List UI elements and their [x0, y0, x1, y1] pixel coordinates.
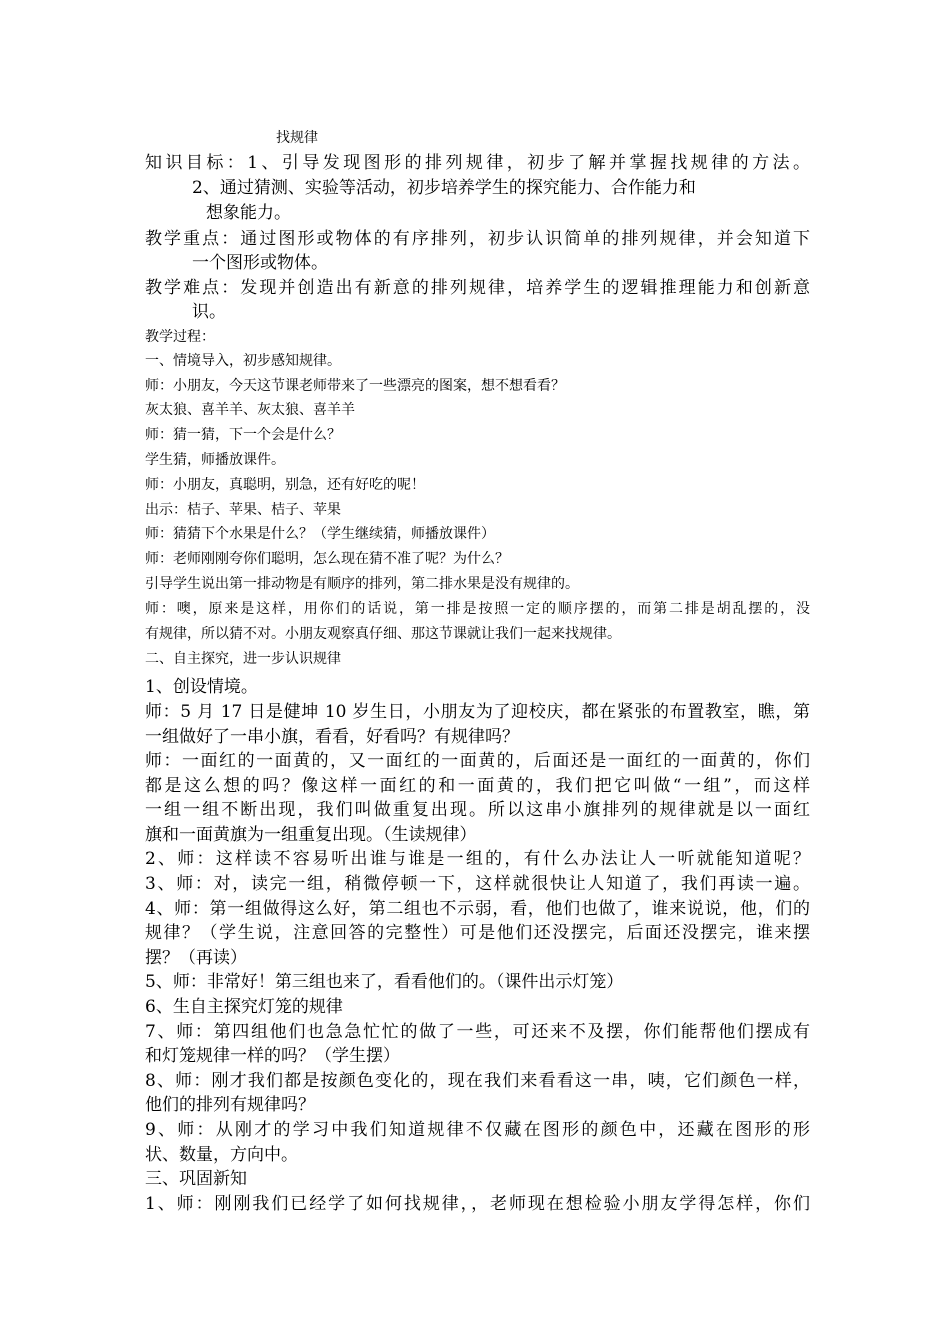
section-3-heading: 三、巩固新知 [145, 1169, 247, 1189]
step-4-cont: 摆？（再读） [145, 948, 247, 968]
paragraph: 出示：桔子、苹果、桔子、苹果 [145, 502, 341, 518]
paragraph-cont: 旗和一面黄旗为一组重复出现。（生读规律） [145, 825, 477, 845]
doc-title: 找规律 [276, 130, 318, 146]
paragraph: 师：老师刚刚夸你们聪明，怎么现在猜不准了呢？为什么？ [145, 551, 509, 567]
difficulty-cont: 识。 [192, 302, 226, 322]
section-2-heading: 二、自主探究，进一步认识规律 [145, 651, 341, 667]
goal-2-cont: 想象能力。 [206, 203, 291, 223]
step-5: 5、师：非常好！第三组也来了，看看他们的。（课件出示灯笼） [145, 972, 624, 992]
difficulty: 教学难点：发现并创造出有新意的排列规律，培养学生的逻辑推理能力和创新意 [145, 278, 810, 298]
paragraph: 师：小朋友，真聪明，别急，还有好吃的呢！ [145, 477, 425, 493]
step-2: 2、师：这样读不容易听出谁与谁是一组的，有什么办法让人一听就能知道呢？ [145, 849, 810, 869]
section-1-heading: 一、情境导入，初步感知规律。 [145, 353, 341, 369]
process-heading: 教学过程： [145, 329, 215, 345]
key-point: 教学重点：通过图形或物体的有序排列，初步认识简单的排列规律，并会知道下 [145, 229, 810, 249]
step-9: 9、师：从刚才的学习中我们知道规律不仅藏在图形的颜色中，还藏在图形的形 [145, 1120, 810, 1140]
paragraph: 师：猜猜下个水果是什么？（学生继续猜，师播放课件） [145, 526, 495, 542]
paragraph: 师：猜一猜，下一个会是什么？ [145, 427, 341, 443]
step-6: 6、生自主探究灯笼的规律 [145, 997, 343, 1017]
step-7-cont: 和灯笼规律一样的吗？（学生摆） [145, 1046, 400, 1066]
step-4: 4、师：第一组做得这么好，第二组也不示弱，看，他们也做了，谁来说说，他，们的 [145, 899, 810, 919]
paragraph: 学生猜，师播放课件。 [145, 452, 285, 468]
step-8: 8、师：刚才我们都是按颜色变化的，现在我们来看看这一串，咦，它们颜色一样， [145, 1071, 810, 1091]
key-point-cont: 一个图形或物体。 [192, 253, 328, 273]
step-1: 1、创设情境。 [145, 677, 258, 697]
paragraph: 灰太狼、喜羊羊、灰太狼、喜羊羊 [145, 402, 355, 418]
step-7: 7、师：第四组他们也急急忙忙的做了一些，可还来不及摆，你们能帮他们摆成有 [145, 1022, 810, 1042]
paragraph: 引导学生说出第一排动物是有顺序的排列，第二排水果是没有规律的。 [145, 576, 579, 592]
paragraph-cont: 一组一组不断出现，我们叫做重复出现。所以这串小旗排列的规律就是以一面红 [145, 800, 810, 820]
paragraph: 师：5 月 17 日是健坤 10 岁生日，小朋友为了迎校庆，都在紧张的布置教室，瞧，第 [145, 702, 810, 722]
paragraph-cont: 都是这么想的吗？像这样一面红的和一面黄的，我们把它叫做“一组”，而这样 [145, 776, 810, 796]
paragraph-cont: 有规律，所以猜不对。小朋友观察真仔细、那这节课就让我们一起来找规律。 [145, 626, 621, 642]
paragraph: 1、师：刚刚我们已经学了如何找规律，，老师现在想检验小朋友学得怎样，你们 [145, 1194, 810, 1214]
goal-2: 2、通过猜测、实验等活动，初步培养学生的探究能力、合作能力和 [192, 178, 696, 198]
paragraph-cont: 一组做好了一串小旗，看看，好看吗？有规律吗？ [145, 727, 519, 747]
step-8-cont: 他们的排列有规律吗？ [145, 1095, 315, 1115]
paragraph: 师：一面红的一面黄的，又一面红的一面黄的，后面还是一面红的一面黄的，你们 [145, 751, 810, 771]
goal-1: 知识目标：1、引导发现图形的排列规律，初步了解并掌握找规律的方法。 [145, 153, 810, 173]
paragraph: 师：噢，原来是这样，用你们的话说，第一排是按照一定的顺序摆的，而第二排是胡乱摆的，没 [145, 601, 810, 617]
step-4-cont: 规律？（学生说，注意回答的完整性）可是他们还没摆完，后面还没摆完，谁来摆 [145, 923, 810, 943]
paragraph: 师：小朋友，今天这节课老师带来了一些漂亮的图案，想不想看看？ [145, 378, 565, 394]
step-3: 3、师：对，读完一组，稍微停顿一下，这样就很快让人知道了，我们再读一遍。 [145, 874, 810, 894]
step-9-cont: 状、数量，方向中。 [145, 1145, 298, 1165]
